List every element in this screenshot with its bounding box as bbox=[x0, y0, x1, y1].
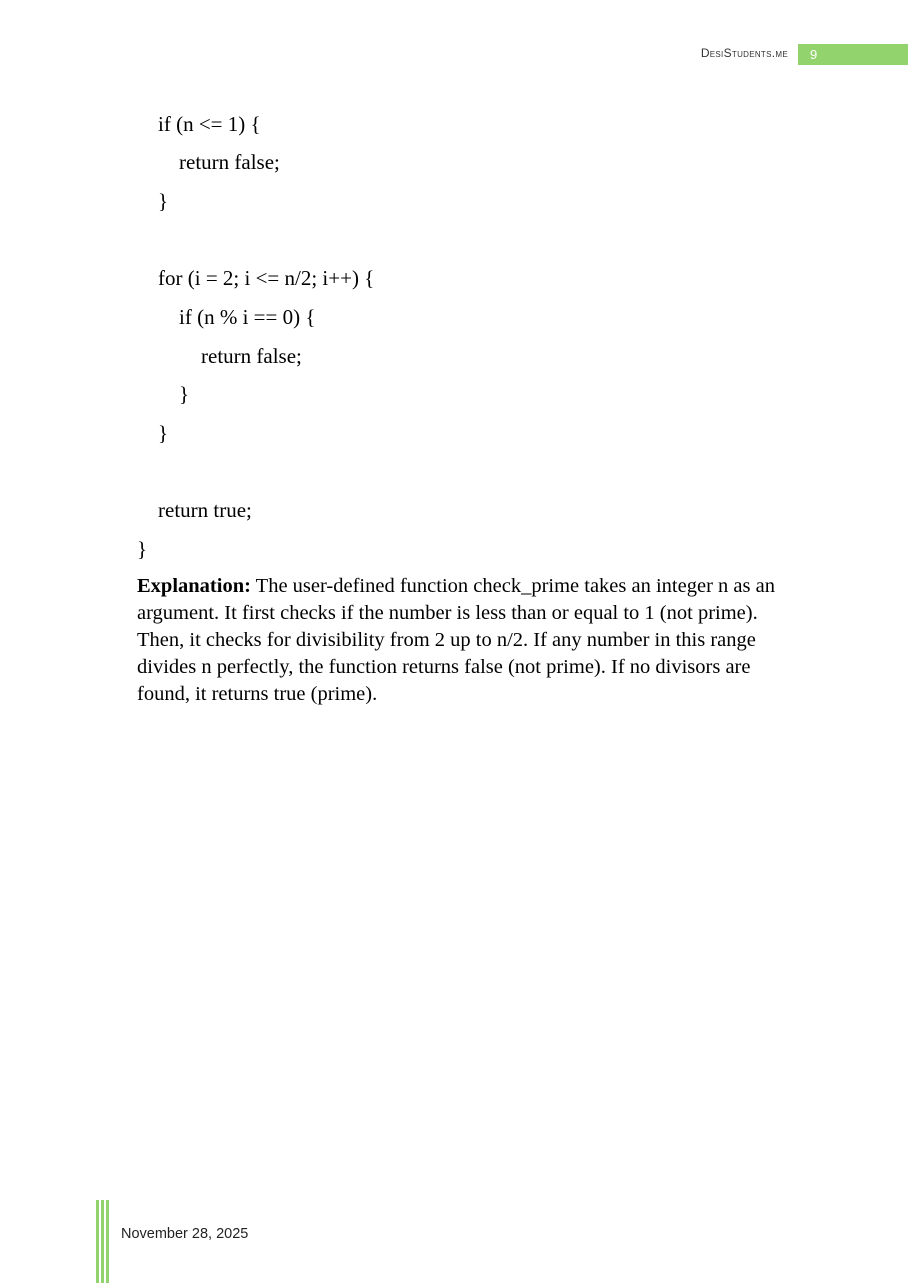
code-line: if (n % i == 0) { bbox=[179, 305, 316, 329]
accent-bar bbox=[106, 1200, 109, 1283]
header-site-name: DesiStudents.me bbox=[700, 46, 788, 60]
explanation-text: The user-defined function check_prime takes an integer n as an argument. It first checks if the number is less than or equal to 1 (not prime). Then, it checks for divisibility from 2 up to n/2. If any number in this range divides n perfectly, the function returns false (not prime). If no divisors are found, it returns true (prime). bbox=[137, 575, 775, 705]
accent-bar bbox=[96, 1200, 99, 1283]
footer-date: November 28, 2025 bbox=[121, 1226, 249, 1242]
explanation-label: Explanation: bbox=[137, 575, 251, 597]
code-line: } bbox=[158, 421, 169, 445]
code-line: } bbox=[179, 382, 190, 406]
code-line: return false; bbox=[201, 344, 302, 368]
code-line: if (n <= 1) { bbox=[158, 112, 261, 136]
footer-accent-bars bbox=[96, 1200, 110, 1283]
code-line: return false; bbox=[179, 150, 280, 174]
page-number-badge: 9 bbox=[798, 44, 908, 65]
code-line: } bbox=[158, 189, 169, 213]
code-line: return true; bbox=[158, 498, 252, 522]
explanation-paragraph bbox=[137, 573, 807, 708]
code-line: } bbox=[137, 537, 148, 561]
accent-bar bbox=[101, 1200, 104, 1283]
code-line: for (i = 2; i <= n/2; i++) { bbox=[158, 266, 375, 290]
